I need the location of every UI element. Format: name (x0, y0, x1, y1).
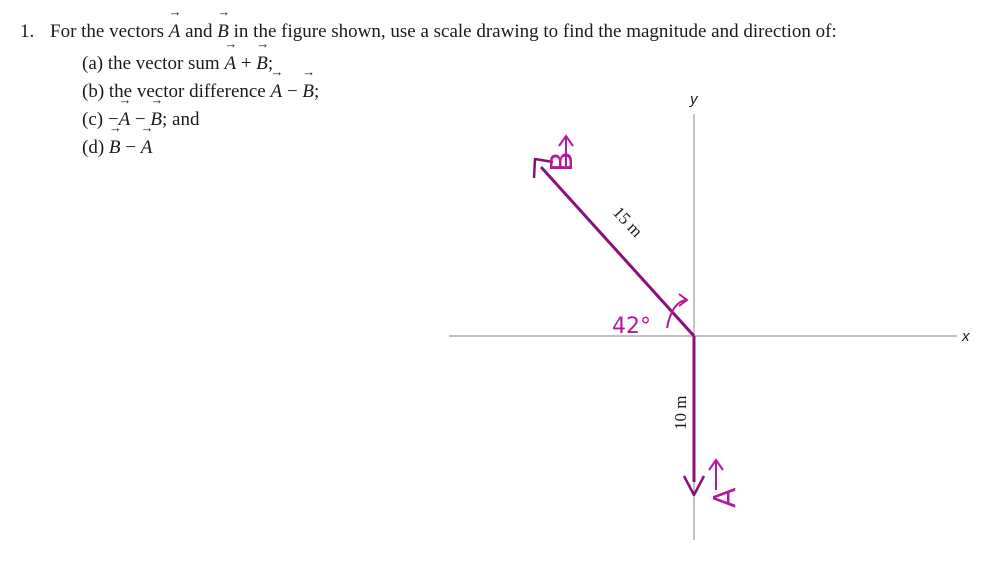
vector-a-symbol: → A (169, 18, 181, 45)
part-c: (c) −→ A − → B; and (82, 106, 319, 134)
part-b: (b) the vector difference → A − → B; (82, 78, 319, 106)
question-intro: 1. For the vectors → A and → B in the figure shown, use a scale drawing to find the magnitude and direction of: (20, 18, 837, 45)
vector-b-symbol: → B (217, 18, 229, 45)
vector-b-arrow (541, 167, 694, 336)
svg-text:A: A (708, 487, 743, 508)
vector-b-magnitude: 15 m (609, 202, 647, 241)
vector-a-magnitude: 10 m (671, 395, 690, 430)
x-axis-label: x (962, 328, 970, 345)
question-number: 1. (20, 21, 35, 42)
svg-text:B: B (545, 151, 580, 172)
vector-b-handwritten-label (545, 151, 580, 172)
part-a: (a) the vector sum → A + → B; (82, 50, 319, 78)
part-d: (d) → B − → A (82, 134, 319, 162)
vector-a-handwritten-arrow (709, 460, 723, 490)
vector-a-handwritten-label (708, 487, 743, 508)
angle-label: 42° (612, 314, 651, 339)
y-axis-label: y (690, 91, 698, 108)
